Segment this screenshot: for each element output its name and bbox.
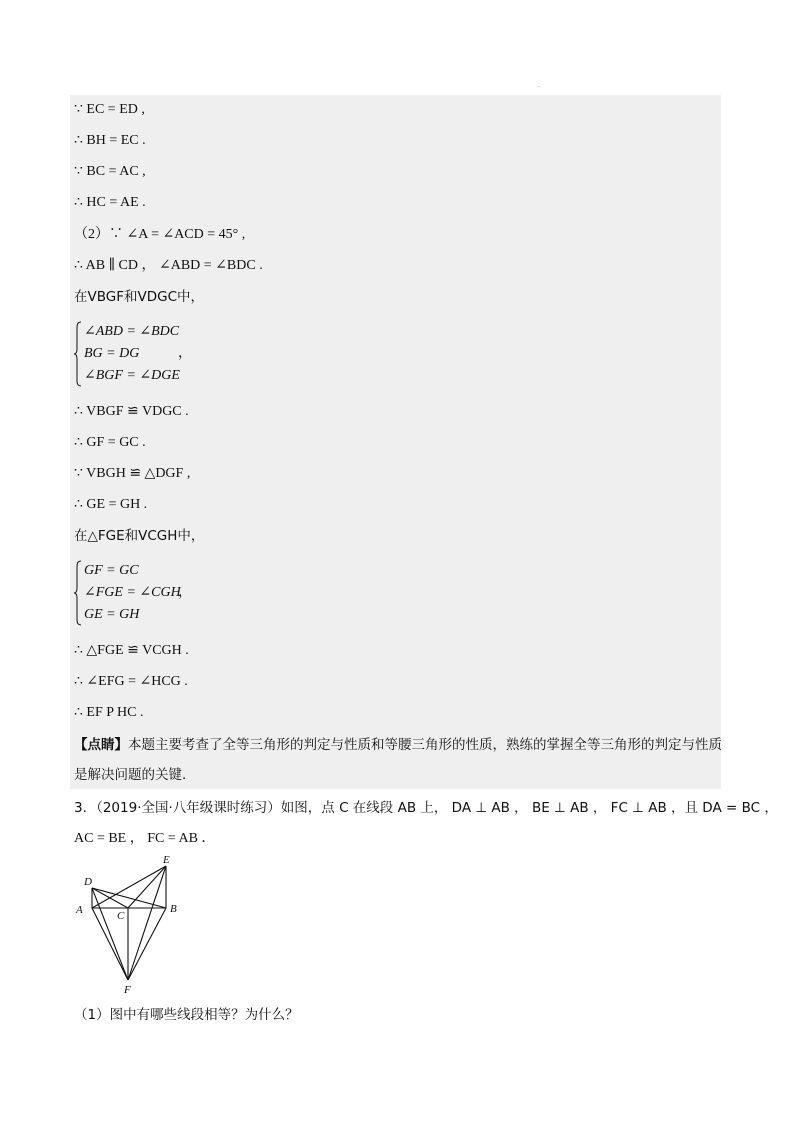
geometry-figure bbox=[70, 852, 190, 1002]
solution-line-7: ∴ VBGF ≌ VDGC . bbox=[74, 404, 189, 419]
solution-line-11: ∴ △FGE ≌ VCGH . bbox=[74, 643, 189, 658]
comment-text: 本题主要考查了全等三角形的判定与性质和等腰三角形的性质，熟练的掌握全等三角形的判定与性质是解决问题的关键． bbox=[74, 737, 722, 783]
solution-line-10: ∴ GE = GH . bbox=[74, 497, 148, 512]
page-dot: . bbox=[538, 80, 540, 89]
solution-line-13: ∴ EF P HC . bbox=[74, 705, 144, 720]
system2-comma: ， bbox=[178, 585, 192, 600]
label-D: D bbox=[84, 876, 92, 888]
solution-line-3: ∵ BC = AC , bbox=[74, 164, 146, 179]
label-F: F bbox=[124, 984, 131, 996]
comment-paragraph bbox=[74, 730, 724, 790]
figure-lines bbox=[92, 866, 166, 980]
solution-line-6: ∴ AB ∥ CD ， ∠ABD = ∠BDC . bbox=[74, 258, 263, 273]
label-E: E bbox=[163, 854, 170, 866]
problem3-line-2: AC = BE ， FC = AB ． bbox=[74, 831, 216, 846]
solution-line-8: ∴ GF = GC . bbox=[74, 435, 146, 450]
solution-line-1: ∵ EC = ED , bbox=[74, 102, 145, 117]
system1-row-1: ∠ABD = ∠BDC bbox=[84, 324, 180, 339]
equation-system-2 bbox=[74, 560, 274, 626]
comment-tag: 【点睛】 bbox=[74, 737, 128, 753]
label-A: A bbox=[76, 904, 83, 916]
system2-row-3: GE = GH bbox=[84, 607, 140, 622]
in-triangles-line-1: 在VBGF和VDGC中， bbox=[74, 289, 205, 305]
system1-row-2: BG = DG bbox=[84, 346, 140, 361]
solution-line-9: ∵ VBGH ≌ △DGF , bbox=[74, 466, 191, 481]
label-B: B bbox=[170, 903, 177, 915]
equation-system-1 bbox=[74, 321, 274, 387]
system1-comma: ， bbox=[178, 346, 192, 361]
label-C: C bbox=[117, 910, 125, 922]
system2-row-1: GF = GC bbox=[84, 563, 139, 578]
question-1: （1）图中有哪些线段相等？为什么？ bbox=[74, 1007, 299, 1023]
system1-row-3: ∠BGF = ∠DGE bbox=[84, 368, 180, 383]
in-triangles-line-2: 在△FGE和VCGH中， bbox=[74, 528, 205, 544]
solution-line-12: ∴ ∠EFG = ∠HCG . bbox=[74, 674, 188, 689]
solution-line-5: （2）∵ ∠A = ∠ACD = 45° , bbox=[74, 227, 246, 242]
problem3-line-1: 3．（2019·全国·八年级课时练习）如图，点 C 在线段 AB 上， DA ⊥ AB ， BE ⊥ AB ， FC ⊥ AB ，且 DA = BC ， bbox=[74, 800, 778, 816]
solution-line-4: ∴ HC = AE . bbox=[74, 195, 146, 210]
brace-icon bbox=[74, 321, 82, 387]
brace-icon bbox=[74, 560, 82, 626]
system2-row-2: ∠FGE = ∠CGH bbox=[84, 585, 181, 600]
solution-line-2: ∴ BH = EC . bbox=[74, 133, 146, 148]
